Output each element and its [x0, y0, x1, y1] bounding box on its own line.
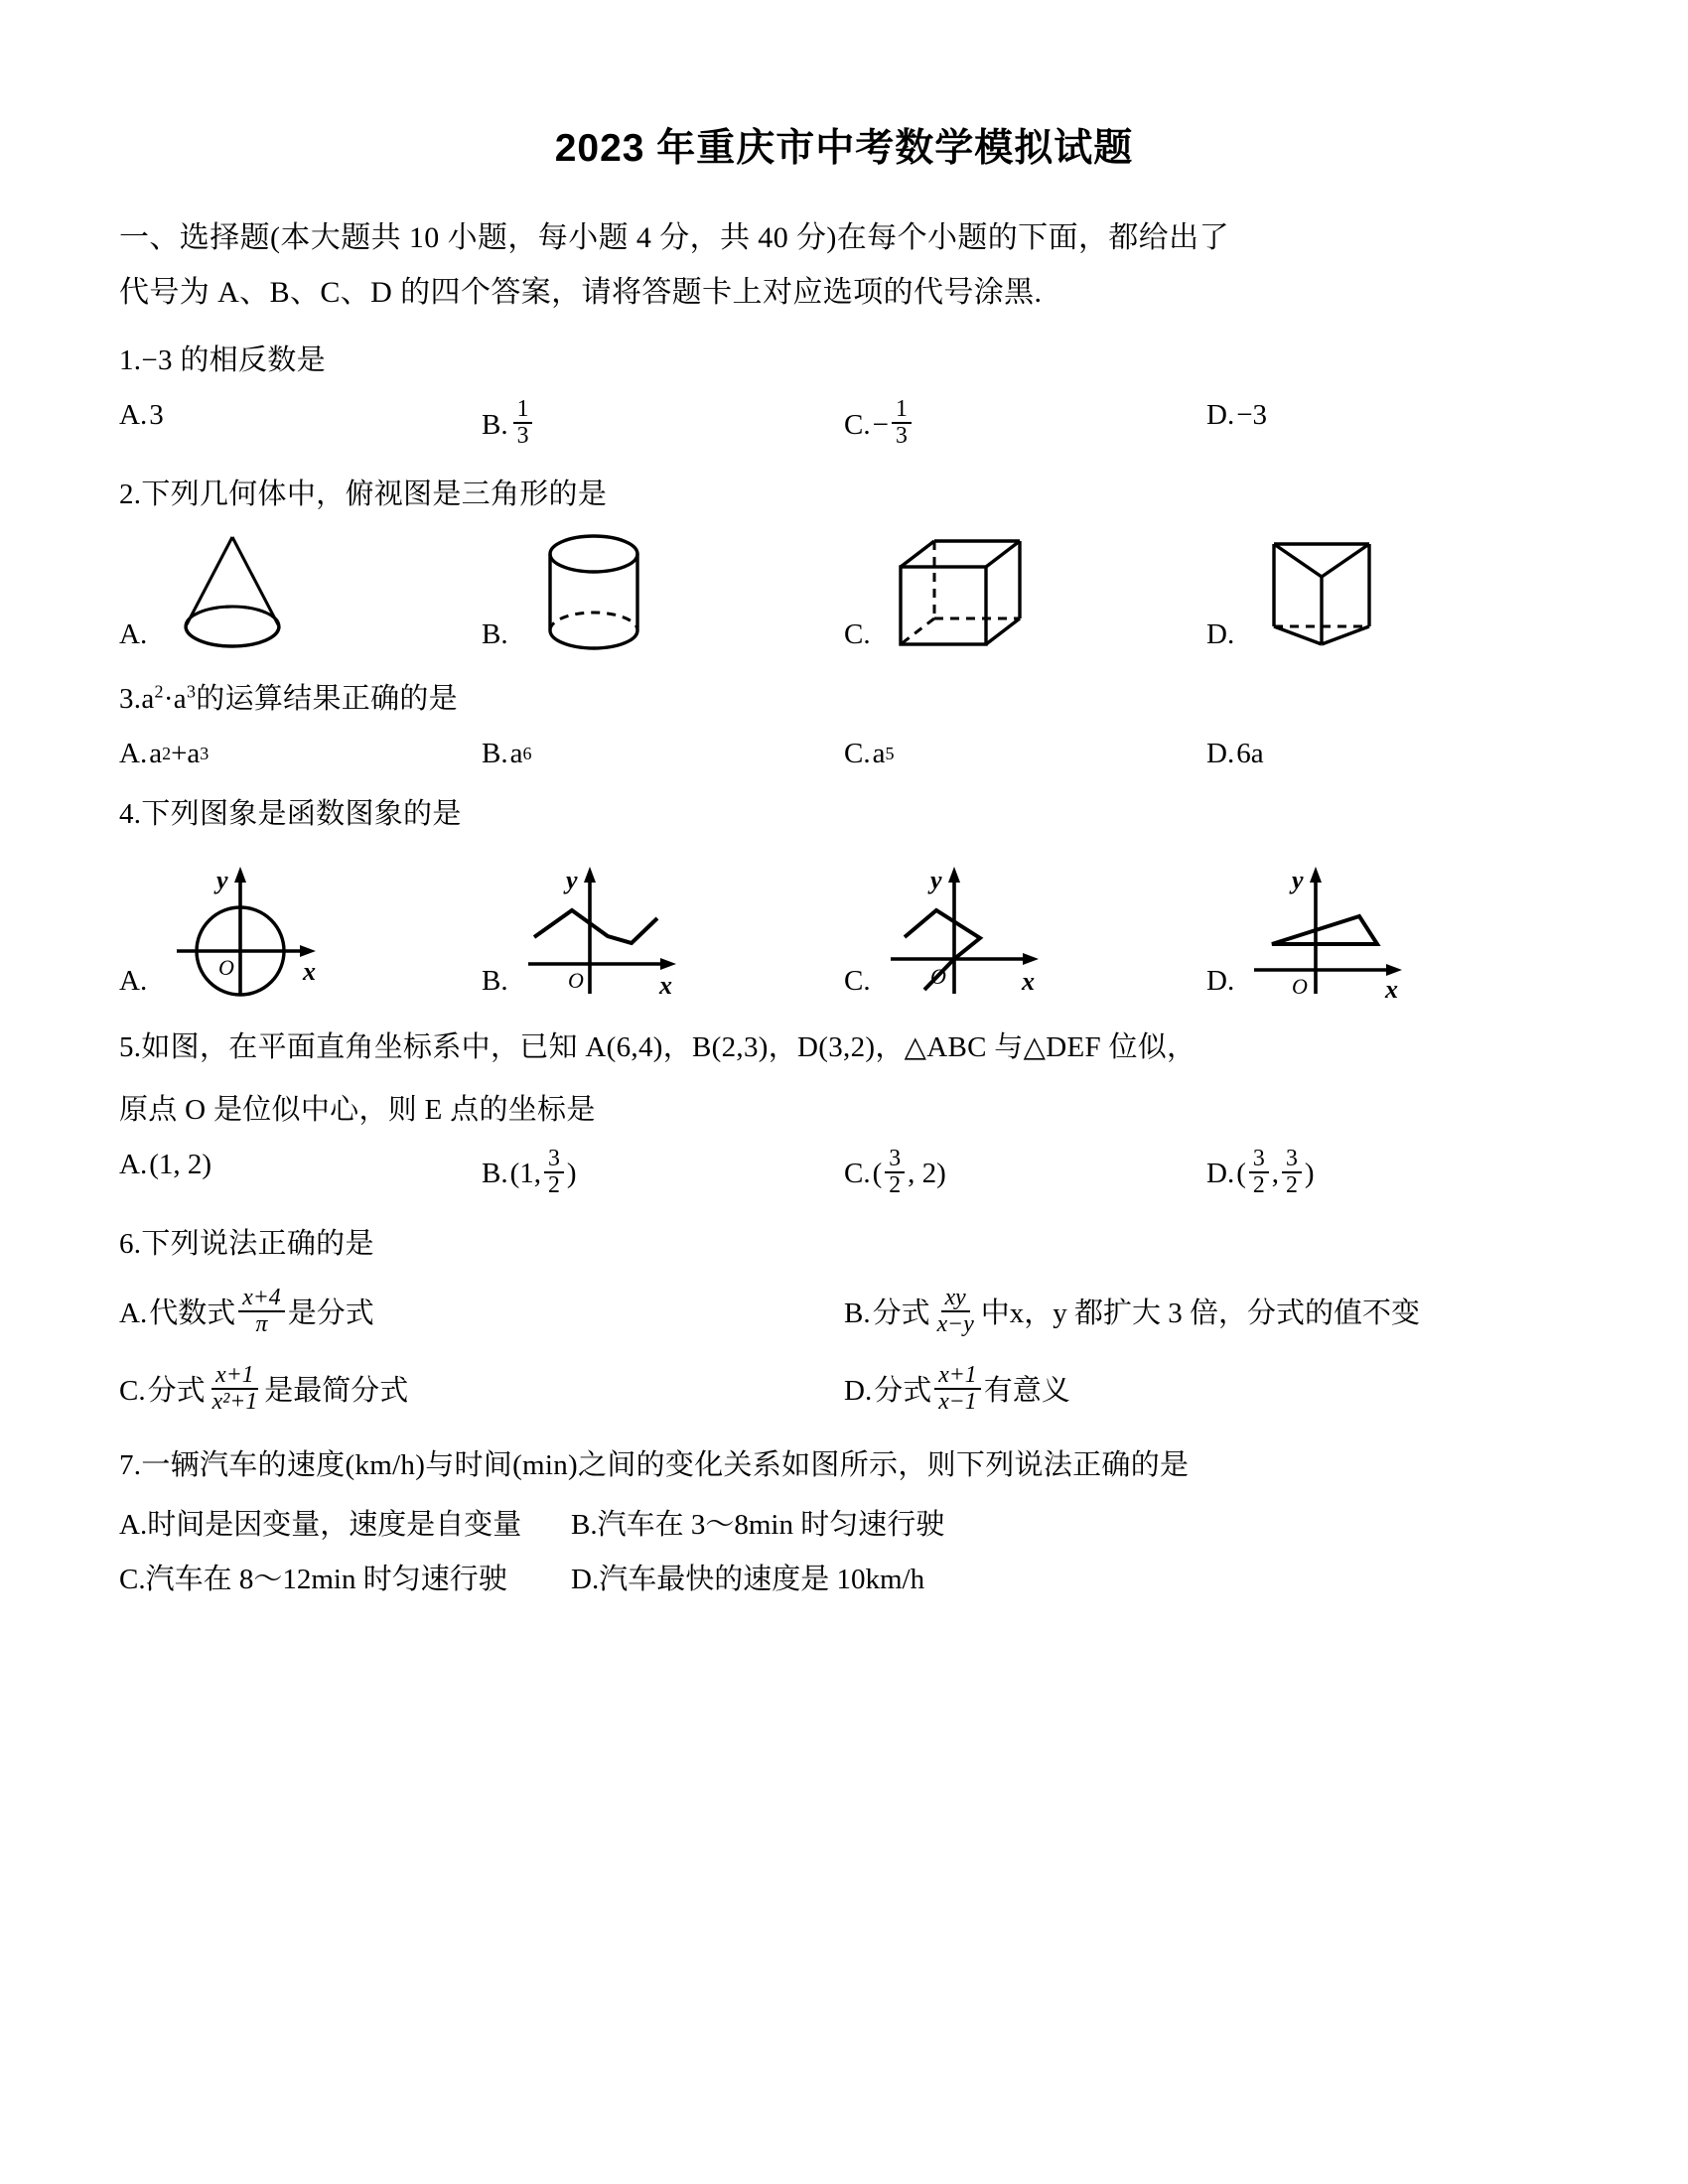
option-label: D. — [844, 1374, 873, 1407]
fraction-numerator: xy — [941, 1286, 970, 1312]
fraction-numerator: 3 — [885, 1147, 905, 1173]
option-label: D. — [1206, 737, 1235, 769]
coordinate-suffix: ) — [1304, 1158, 1315, 1190]
option-value: 3 — [149, 399, 164, 432]
question-7-text: 一辆汽车的速度(km/h)与时间(min)之间的变化关系如图所示，则下列说法正确的是 — [141, 1449, 1190, 1482]
question-7-options-row-1 — [119, 1502, 1569, 1543]
question-1-option-c[interactable] — [844, 396, 1206, 451]
option-label: D. — [1206, 964, 1235, 997]
option-label: C. — [119, 1374, 146, 1407]
fraction-denominator: x−y — [936, 1310, 974, 1337]
question-1-option-a[interactable] — [119, 399, 482, 432]
fraction-numerator: x+4 — [238, 1286, 284, 1312]
question-5-stem-line-1 — [119, 1025, 1569, 1070]
question-3-options — [119, 738, 1569, 770]
option-label: C. — [844, 618, 871, 650]
question-7-option-a[interactable] — [119, 1502, 571, 1543]
origin-label: O — [929, 963, 946, 989]
fraction-three-halves — [1249, 1147, 1269, 1198]
question-7-number: 7. — [119, 1449, 142, 1482]
question-1-option-d[interactable] — [1206, 399, 1569, 432]
option-value: 时间是因变量，速度是自变量 — [147, 1509, 522, 1542]
fraction-denominator: 2 — [1286, 1171, 1298, 1198]
question-2-number: 2. — [119, 478, 142, 511]
cone-solid — [153, 531, 312, 655]
cube-solid — [877, 531, 1046, 655]
question-2-figures — [119, 531, 1569, 655]
coordinate-prefix: ( — [872, 1158, 883, 1190]
plus-sign: + — [171, 737, 188, 769]
question-5-option-b[interactable] — [482, 1145, 844, 1200]
question-5-option-d[interactable] — [1206, 1145, 1569, 1200]
exponent: 6 — [522, 743, 532, 763]
fraction-denominator: 2 — [889, 1171, 902, 1198]
option-suffix: 是最简分式 — [264, 1374, 409, 1407]
origin-label: O — [218, 954, 235, 980]
fraction-denominator: x²+1 — [211, 1389, 258, 1416]
question-7-option-b[interactable] — [571, 1502, 944, 1543]
origin-label: O — [1292, 973, 1309, 999]
question-2-option-b[interactable] — [482, 531, 844, 655]
question-6-option-d[interactable] — [844, 1360, 1569, 1422]
question-4-option-d[interactable] — [1206, 855, 1569, 1004]
section-instruction-line-2: 代号为 A、B、C、D 的四个答案，请将答题卡上对应选项的代号涂黑. — [119, 275, 1043, 309]
closed-loop-graph — [873, 855, 1056, 1004]
question-7-stem — [119, 1443, 1569, 1488]
page-title: 2023 年重庆市中考数学模拟试题 — [554, 127, 1134, 170]
coordinate-separator: , — [1271, 1158, 1280, 1190]
question-6-options-row-2 — [119, 1360, 1569, 1422]
fraction-denominator: 3 — [516, 423, 529, 450]
option-suffix: 有意义 — [983, 1374, 1070, 1407]
option-label: C. — [844, 1158, 871, 1190]
question-2-text: 下列几何体中，俯视图是三角形的是 — [141, 478, 608, 511]
cylinder-solid — [514, 531, 673, 655]
question-6-number: 6. — [119, 1227, 142, 1260]
question-4-number: 4. — [119, 797, 142, 830]
fraction-one-third — [513, 397, 533, 449]
question-5-option-c[interactable] — [844, 1145, 1206, 1200]
fraction-numerator: 1 — [892, 397, 912, 424]
fraction-one-third — [892, 397, 912, 449]
x-axis-label: x — [658, 970, 672, 1000]
question-3-stem — [119, 677, 1569, 722]
section-instruction-line-1: 一、选择题(本大题共 10 小题，每小题 4 分，共 40 分)在每个小题的下面，都给出了 — [119, 221, 1229, 254]
base-a: a — [149, 737, 163, 769]
option-label: B. — [571, 1509, 598, 1542]
fraction-expression — [209, 1363, 262, 1415]
fraction-expression — [933, 1286, 978, 1337]
fraction-numerator: 1 — [513, 397, 533, 424]
fraction-three-halves — [1282, 1147, 1302, 1198]
option-label: D. — [1206, 1158, 1235, 1190]
fraction-denominator: 2 — [1252, 1171, 1265, 1198]
option-value: 6a — [1236, 737, 1264, 769]
fraction-three-halves — [544, 1147, 564, 1198]
exponent-3: 3 — [186, 681, 197, 702]
question-1-stem — [119, 339, 1569, 383]
option-prefix: 分式 — [874, 1374, 932, 1407]
option-label: A. — [119, 1297, 148, 1329]
base-a: a — [173, 683, 187, 715]
option-label: B. — [482, 964, 508, 997]
option-label: B. — [482, 408, 508, 441]
question-6-options-row-1 — [119, 1283, 1569, 1344]
exponent: 3 — [200, 743, 210, 763]
question-5-text: 如图，在平面直角坐标系中，已知 A(6,4)，B(2,3)，D(3,2)，△ABC 与△DEF 位似， — [141, 1030, 1196, 1063]
question-5-number: 5. — [119, 1030, 142, 1063]
question-1-text: −3 的相反数是 — [141, 344, 326, 377]
minus-sign: − — [872, 408, 889, 441]
option-value: (1, 2) — [149, 1148, 212, 1180]
fraction-numerator: x+1 — [211, 1363, 257, 1390]
option-label: C. — [119, 1564, 146, 1596]
question-2-option-a[interactable] — [119, 531, 482, 655]
fraction-numerator: 3 — [544, 1147, 564, 1173]
option-label: A. — [119, 964, 148, 997]
option-value: 汽车在 8～12min 时匀速行驶 — [145, 1564, 507, 1596]
question-7-option-d[interactable] — [571, 1557, 924, 1597]
option-label: B. — [482, 618, 508, 650]
coordinate-suffix: ) — [566, 1158, 577, 1190]
question-1-number: 1. — [119, 344, 142, 377]
base-a: a — [509, 737, 523, 769]
option-label: A. — [119, 1148, 148, 1180]
option-label: A. — [119, 737, 148, 769]
zigzag-graph — [510, 855, 694, 1004]
fraction-numerator: 3 — [1282, 1147, 1302, 1173]
question-3-option-a[interactable] — [119, 738, 482, 770]
base-a: a — [141, 683, 155, 715]
question-7-options-row-2 — [119, 1557, 1569, 1597]
fraction-three-halves — [885, 1147, 905, 1198]
y-axis-label: y — [565, 865, 578, 894]
option-label: D. — [1206, 618, 1235, 650]
question-3-option-b[interactable] — [482, 738, 844, 770]
question-6-option-c[interactable] — [119, 1360, 844, 1422]
question-5-options — [119, 1145, 1569, 1200]
question-4-text: 下列图象是函数图象的是 — [141, 797, 462, 830]
origin-label: O — [567, 967, 584, 993]
fraction-numerator: x+1 — [934, 1363, 980, 1390]
option-suffix: 是分式 — [287, 1297, 374, 1329]
question-6-text: 下列说法正确的是 — [141, 1227, 374, 1260]
coordinate-suffix: , 2) — [908, 1158, 946, 1190]
x-axis-label: x — [1021, 966, 1035, 996]
question-3-option-d[interactable] — [1206, 738, 1569, 770]
question-1-options — [119, 396, 1569, 451]
fraction-denominator: x−1 — [938, 1389, 977, 1416]
question-2-stem — [119, 473, 1569, 517]
base-a: a — [872, 737, 886, 769]
fraction-numerator: 3 — [1249, 1147, 1269, 1173]
x-axis-label: x — [303, 956, 317, 986]
option-label: D. — [571, 1564, 600, 1596]
fraction-expression — [934, 1363, 980, 1415]
option-prefix: 分式 — [872, 1297, 930, 1329]
question-4-option-a[interactable] — [119, 855, 482, 1004]
option-label: C. — [844, 737, 871, 769]
option-value: −3 — [1236, 399, 1268, 432]
exponent: 2 — [162, 743, 172, 763]
triangular-prism-solid — [1240, 531, 1409, 655]
option-label: A. — [119, 1509, 148, 1542]
coordinate-prefix: ( — [1236, 1158, 1246, 1190]
fraction-denominator: π — [255, 1310, 268, 1337]
option-label: B. — [482, 1158, 508, 1190]
question-5-option-a[interactable] — [119, 1149, 482, 1181]
triangle-graph — [1236, 855, 1420, 1004]
question-5-stem-line-2: 原点 O 是位似中心，则 E 点的坐标是 — [119, 1093, 596, 1126]
fraction-expression — [238, 1286, 284, 1337]
question-2-option-d[interactable] — [1206, 531, 1569, 655]
y-axis-label: y — [1292, 865, 1304, 894]
question-4-option-c[interactable] — [844, 855, 1206, 1004]
y-axis-label: y — [216, 865, 228, 894]
question-4-option-b[interactable] — [482, 855, 844, 1004]
exponent-2: 2 — [154, 681, 164, 702]
question-1-option-b[interactable] — [482, 396, 844, 451]
option-label: B. — [482, 737, 508, 769]
option-value: 汽车最快的速度是 10km/h — [599, 1564, 925, 1596]
question-3-option-c[interactable] — [844, 738, 1206, 770]
multiplication-dot: · — [163, 683, 174, 715]
option-label: D. — [1206, 399, 1235, 432]
question-2-option-c[interactable] — [844, 531, 1206, 655]
option-label: A. — [119, 399, 148, 432]
x-axis-label: x — [1385, 974, 1399, 1004]
question-6-option-a[interactable] — [119, 1283, 844, 1344]
option-label: A. — [119, 618, 148, 650]
option-label: B. — [844, 1297, 871, 1329]
fraction-denominator: 2 — [548, 1171, 560, 1198]
option-prefix: 分式 — [147, 1374, 206, 1407]
question-6-option-b[interactable] — [844, 1283, 1569, 1344]
question-7-option-c[interactable] — [119, 1557, 571, 1597]
option-prefix: 代数式 — [149, 1297, 236, 1329]
coordinate-prefix: (1, — [509, 1158, 542, 1190]
circle-graph — [149, 855, 333, 1004]
fraction-denominator: 3 — [895, 423, 908, 450]
question-6-stem — [119, 1222, 1569, 1267]
question-3-number: 3. — [119, 683, 142, 715]
question-4-stem — [119, 792, 1569, 837]
question-4-figures — [119, 855, 1569, 1004]
option-label: C. — [844, 964, 871, 997]
option-value: 汽车在 3～8min 时匀速行驶 — [597, 1509, 945, 1542]
option-suffix: 中x，y 都扩大 3 倍，分式的值不变 — [980, 1297, 1421, 1329]
exponent: 5 — [885, 743, 895, 763]
base-a: a — [187, 737, 201, 769]
y-axis-label: y — [929, 865, 942, 894]
question-3-text: 的运算结果正确的是 — [196, 683, 458, 715]
option-label: C. — [844, 408, 871, 441]
